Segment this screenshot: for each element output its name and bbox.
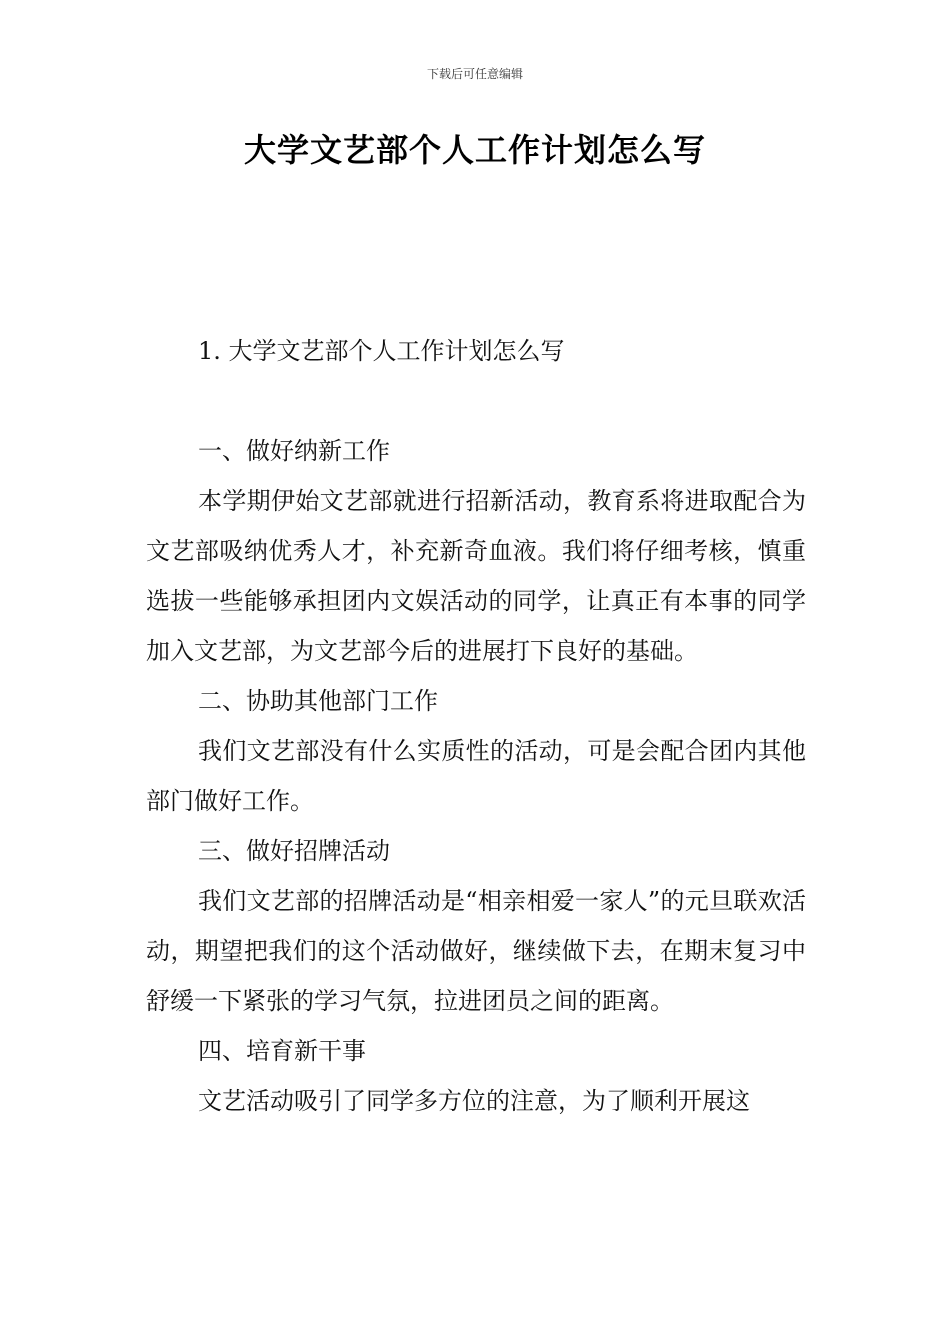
section-paragraph-4: 文艺活动吸引了同学多方位的注意，为了顺利开展这 — [198, 1087, 750, 1115]
section-heading-3: 三、做好招牌活动 — [198, 837, 390, 865]
section-paragraph-1: 本学期伊始文艺部就进行招新活动，教育系将进取配合为文艺部吸纳优秀人才，补充新奇血液。我们将仔细考核，慎重选拔一些能够承担团内文娱活动的同学，让真正有本事的同学加入文艺部，为文艺部今后的进展打下良好的基础。 — [146, 487, 806, 665]
document-title: 大学文艺部个人工作计划怎么写 — [243, 131, 706, 169]
section-heading-2: 二、协助其他部门工作 — [198, 687, 438, 715]
section-subtitle: 1. 大学文艺部个人工作计划怎么写 — [198, 337, 565, 365]
section-paragraph-3: 我们文艺部的招牌活动是“相亲相爱一家人”的元旦联欢活动，期望把我们的这个活动做好，继续做下去，在期末复习中舒缓一下紧张的学习气氛，拉进团员之间的距离。 — [146, 887, 806, 1015]
section-heading-1: 一、做好纳新工作 — [198, 437, 390, 465]
section-paragraph-2: 我们文艺部没有什么实质性的活动，可是会配合团内其他部门做好工作。 — [146, 737, 806, 815]
section-heading-4: 四、培育新干事 — [198, 1037, 366, 1065]
header-note: 下载后可任意编辑 — [426, 67, 523, 81]
document-body — [146, 326, 806, 1126]
